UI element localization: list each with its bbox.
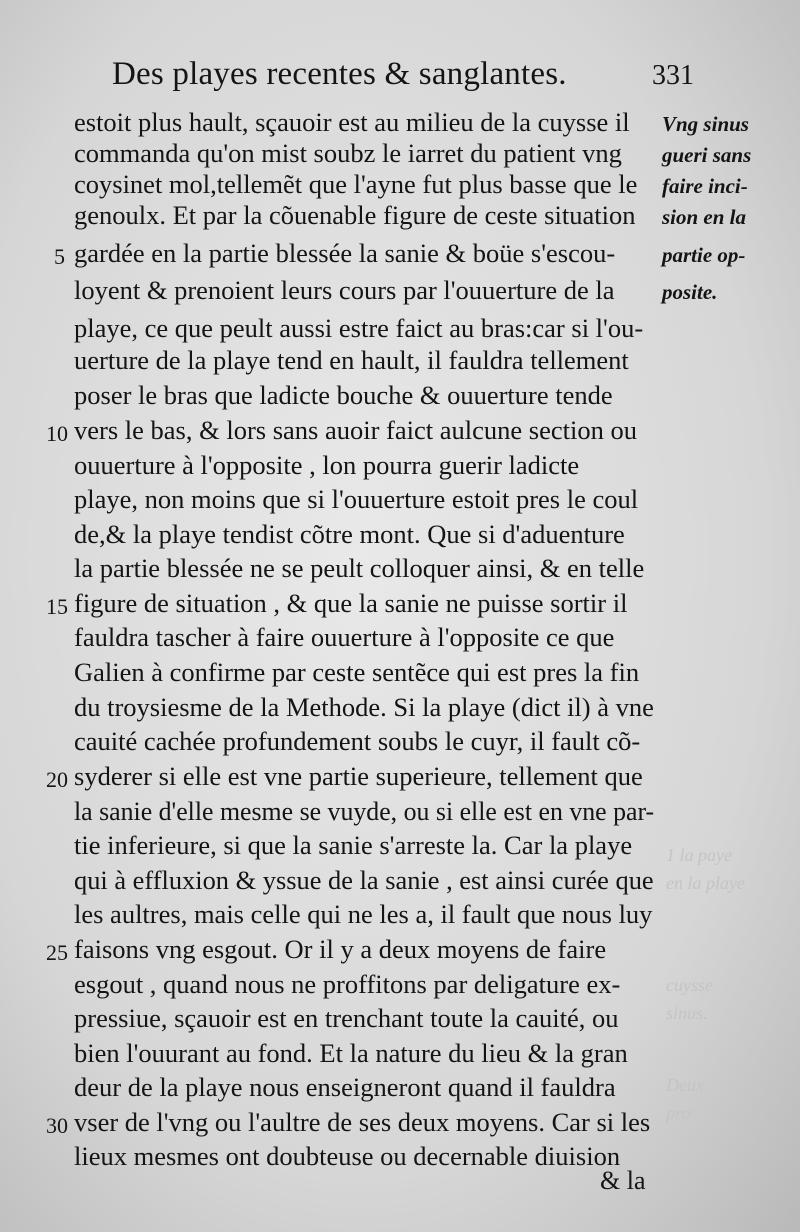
text-line: esgout , quand nous ne proffitons par deligature ex-: [74, 969, 621, 999]
text-line: gardée en la partie blessée la sanie & boüe s'escou-: [74, 238, 616, 268]
text-line: figure de situation , & que la sanie ne puisse sortir il: [74, 588, 628, 618]
margin-note-line: sion en la: [662, 205, 747, 229]
text-line: tie inferieure, si que la sanie s'arreste la. Car la playe: [74, 830, 633, 860]
margin-note-line: Vng sinus: [662, 112, 749, 136]
text-line: uerture de la playe tend en hault, il fauldra tellement: [74, 345, 629, 375]
text-line: cauité cachée profundement soubs le cuyr, il fault cõ-: [74, 726, 641, 756]
bleed-line: en la playe: [666, 873, 745, 893]
line-number: 20: [46, 767, 68, 792]
text-line: syderer si elle est vne partie superieure, tellement que: [74, 761, 643, 791]
line-number: 30: [46, 1113, 68, 1138]
text-line: deur de la playe nous enseigneront quand il fauldra: [74, 1072, 616, 1102]
bleed-line: sinus.: [666, 1003, 708, 1023]
margin-note-line: posite.: [662, 280, 718, 304]
text-line: lieux mesmes ont doubteuse ou decernable diuision: [74, 1141, 621, 1171]
text-line: faisons vng esgout. Or il y a deux moyens de faire: [74, 934, 607, 964]
margin-note-line: partie op-: [662, 243, 746, 267]
text-line: coysinet mol,tellemẽt que l'ayne fut plus basse que le: [74, 169, 638, 199]
page-header: [0, 52, 800, 102]
text-line: playe, ce que peult aussi estre faict au bras:car si l'ou-: [74, 313, 644, 343]
text-line: commanda qu'on mist soubz le iarret du patient vng: [74, 138, 622, 168]
margin-note-line: gueri sans: [662, 143, 752, 167]
text-line: les aultres, mais celle qui ne les a, il fault que nous luy: [74, 899, 653, 929]
text-line: Galien à confirme par ceste sentẽce qui est pres la fin: [74, 657, 640, 687]
page-number: 331: [652, 60, 694, 91]
line-number: 25: [46, 940, 68, 965]
bleed-line: Deux: [666, 1075, 704, 1095]
text-line: la partie blessée ne se peult colloquer ainsi, & en telle: [74, 553, 645, 583]
text-line: ouuerture à l'opposite , lon pourra guerir ladicte: [74, 450, 580, 480]
text-line: qui à effluxion & yssue de la sanie , est ainsi curée que: [74, 865, 654, 895]
text-line: bien l'ouurant au fond. Et la nature du lieu & la gran: [74, 1038, 628, 1068]
text-line: du troysiesme de la Methode. Si la playe (dict il) à vne: [74, 692, 654, 722]
line-number: 5: [54, 244, 65, 269]
bleed-line: pro: [666, 1103, 691, 1123]
text-line: la sanie d'elle mesme se vuyde, ou si elle est en vne par-: [74, 796, 655, 826]
text-line: loyent & prenoient leurs cours par l'ouuerture de la: [74, 275, 615, 305]
text-line: fauldra tascher à faire ouuerture à l'opposite ce que: [74, 622, 615, 652]
bleed-line: cuysse: [666, 975, 713, 995]
text-line: de,& la playe tendist cõtre mont. Que si d'aduenture: [74, 519, 625, 549]
text-line: poser le bras que ladicte bouche & ouuerture tende: [74, 380, 613, 410]
margin-note-line: faire inci-: [662, 174, 748, 198]
text-line: estoit plus hault, sçauoir est au milieu de la cuysse il: [74, 107, 630, 137]
text-line: genoulx. Et par la cõuenable figure de ceste situation: [74, 200, 636, 230]
text-line: pressiue, sçauoir est en trenchant toute la cauité, ou: [74, 1003, 619, 1033]
line-number: 10: [46, 421, 68, 446]
text-line: playe, non moins que si l'ouuerture estoit pres le coul: [74, 484, 639, 514]
text-line: vers le bas, & lors sans auoir faict aulcune section ou: [74, 415, 637, 445]
line-number: 15: [46, 594, 68, 619]
text-line: vser de l'vng ou l'aultre de ses deux moyens. Car si les: [74, 1107, 651, 1137]
catchword: & la: [600, 1166, 646, 1195]
running-title: Des playes recentes & sanglantes.: [112, 56, 567, 92]
bleed-line: 1 la paye: [666, 845, 732, 865]
